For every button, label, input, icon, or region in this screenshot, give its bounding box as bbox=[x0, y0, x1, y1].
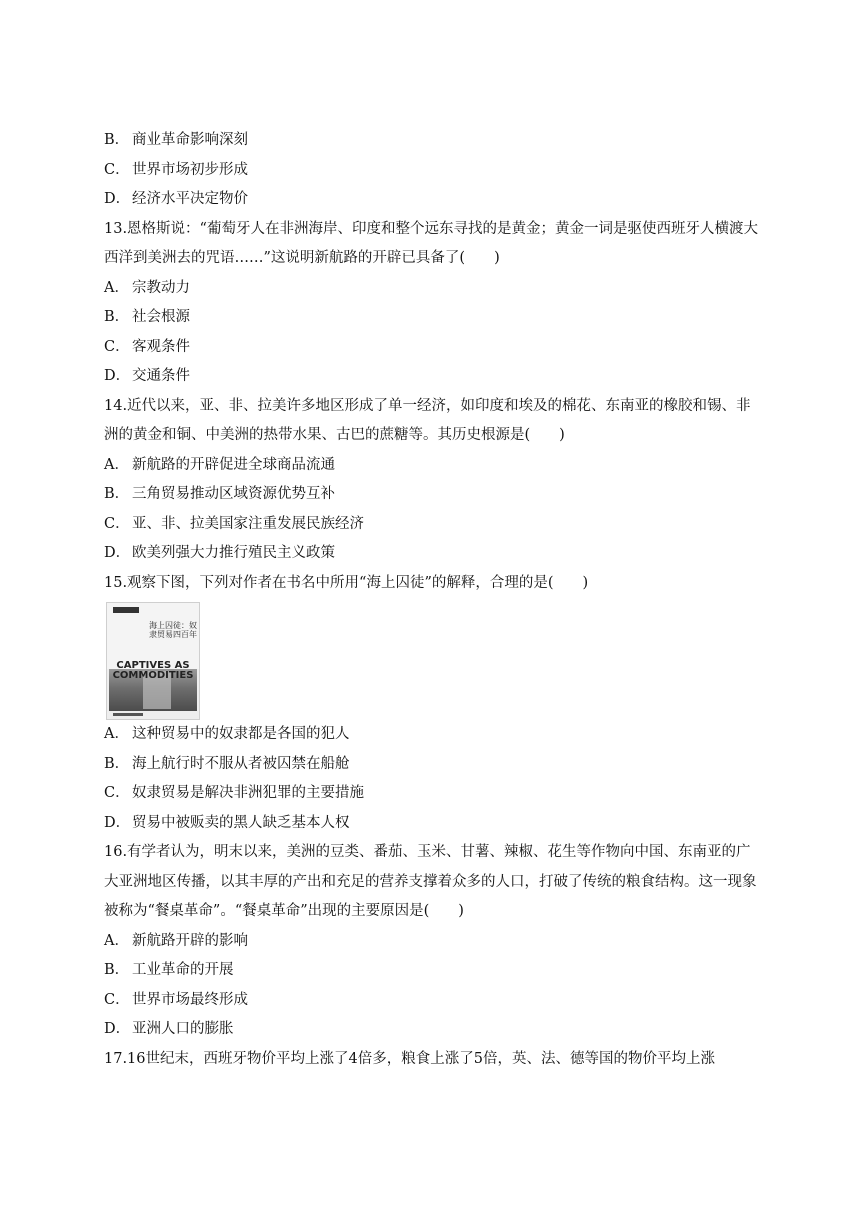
option-c: C． 世界市场初步形成 bbox=[104, 161, 248, 178]
publisher-logo bbox=[113, 607, 139, 613]
q16-option-c: C． 世界市场最终形成 bbox=[104, 991, 248, 1008]
q13-option-c: C． 客观条件 bbox=[104, 338, 190, 355]
q14-option-d: D． 欧美列强大力推行殖民主义政策 bbox=[104, 545, 335, 561]
q14-option-a: A． 新航路的开辟促进全球商品流通 bbox=[104, 456, 335, 473]
question-13-stem: 13.恩格斯说：“葡萄牙人在非洲海岸、印度和整个远东寻找的是黄金；黄金一词是驱使西班牙人横渡大西洋到美洲去的咒语……”这说明新航路的开辟已具备了( ) bbox=[104, 220, 758, 266]
q13-option-a: A． 宗教动力 bbox=[104, 279, 190, 296]
q16-option-b: B． 工业革命的开展 bbox=[104, 962, 234, 978]
q13-option-b: B． 社会根源 bbox=[104, 309, 190, 325]
option-d: D． 经济水平决定物价 bbox=[104, 191, 248, 207]
cover-chinese-title: 海上囚徒：奴隶贸易四百年 bbox=[149, 621, 197, 639]
option-b: B． 商业革命影响深刻 bbox=[104, 132, 248, 148]
q15-option-d: D． 贸易中被贩卖的黑人缺乏基本人权 bbox=[104, 814, 350, 831]
q16-option-a: A． 新航路开辟的影响 bbox=[104, 932, 248, 949]
q14-option-b: B． 三角贸易推动区域资源优势互补 bbox=[104, 486, 335, 502]
question-17-stem: 17.16世纪末，西班牙物价平均上涨了4倍多，粮食上涨了5倍，英、法、德等国的物价平均上涨 bbox=[104, 1050, 715, 1067]
q15-option-a: A． 这种贸易中的奴隶都是各国的犯人 bbox=[104, 726, 350, 742]
question-list bbox=[104, 126, 760, 1074]
book-cover-image bbox=[106, 602, 200, 720]
question-15-stem: 15.观察下图，下列对作者在书名中所用“海上囚徒”的解释，合理的是( ) bbox=[104, 574, 589, 591]
cover-english-title: CAPTIVES AS COMMODITIES bbox=[112, 660, 194, 681]
cover-footer-mark bbox=[113, 713, 143, 716]
question-16-stem: 16.有学者认为，明末以来，美洲的豆类、番茄、玉米、甘薯、辣椒、花生等作物向中国、东南亚的广大亚洲地区传播，以其丰厚的产出和充足的营养支撑着众多的人口，打破了传统的粮食结构。这一现象被称为“餐桌革命”。“餐桌革命”出现的主要原因是( ) bbox=[104, 844, 757, 919]
q16-option-d: D． 亚洲人口的膨胀 bbox=[104, 1021, 234, 1037]
question-14-stem: 14.近代以来，亚、非、拉美许多地区形成了单一经济，如印度和埃及的棉花、东南亚的橡胶和锡、非洲的黄金和铜、中美洲的热带水果、古巴的蔗糖等。其历史根源是( ) bbox=[104, 397, 751, 443]
q13-option-d: D． 交通条件 bbox=[104, 368, 190, 384]
q15-option-b: B． 海上航行时不服从者被囚禁在船舱 bbox=[104, 755, 350, 772]
q15-option-c: C． 奴隶贸易是解决非洲犯罪的主要措施 bbox=[104, 785, 364, 801]
q14-option-c: C． 亚、非、拉美国家注重发展民族经济 bbox=[104, 515, 364, 532]
